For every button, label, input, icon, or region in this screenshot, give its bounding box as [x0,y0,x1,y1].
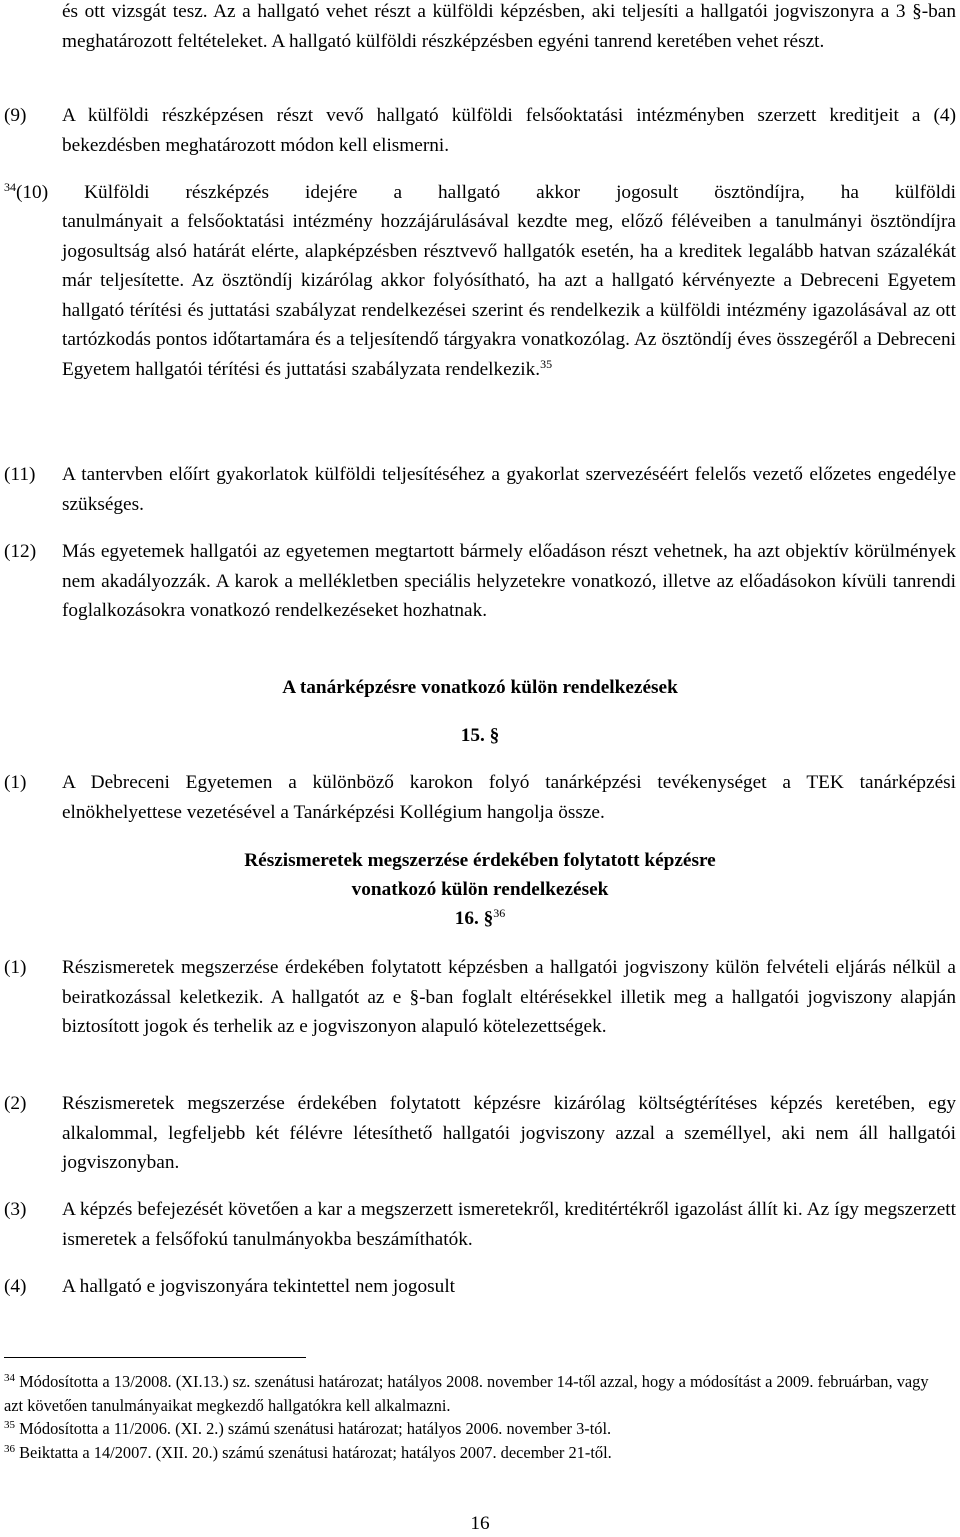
section-15-paragraph-1 [4,768,956,827]
paragraph-text: Részismeretek megszerzése érdekében folytatott képzésben a hallgatói jogviszony külön felvételi eljárás nélkül a beiratkozással keletkezik. A hallgatót az e §-ban foglalt eltérésekkel illetik meg a hallgatói jogviszony alapján biztosított jogok és terhelik az e jogviszonyon alapuló kötelezettségek. [62,957,956,1037]
section-16-paragraph-1 [4,953,956,1042]
footnote-ref-34: 34 [4,180,16,194]
section-16-paragraph-4 [4,1272,956,1302]
paragraph-text: tanulmányait a felsőoktatási intézmény hozzájárulásával kezdte meg, előző féléveiben a tanulmányi ösztöndíjra jogosultság alsó határát elérte, alapképzésben résztvevő hallgatók esetén, ha a kreditek legalább hatvan százalékát már teljesítette. Az ösztöndíj kizárólag akkor folyósítható, ha azt a hallgató kérvényezte a Debreceni Egyetem hallgató térítési és juttatási szabályzat rendelkezései szerint és rendelkezik a külföldi intézmény igazolásával az ott tartózkodás pontos időtartamára és a teljesítendő tárgyakra vonatkozólag. Az ösztöndíj éves összegéről a Debreceni Egyetem hallgatói térítési és juttatási szabályzata rendelkezik. [62,211,956,380]
paragraph-text: A képzés befejezését követően a kar a megszerzett ismeretekről, kreditértékről igazolást állít ki. Az így megszerzett ismeretek a felsőfokú tanulmányokba beszámíthatók. [62,1199,956,1250]
paragraph-10-first-line [4,178,956,208]
paragraph-number: (1) [4,957,27,978]
footnote-text: Módosította a 11/2006. (XI. 2.) számú szenátusi határozat; hatályos 2006. november 3-tól. [19,1419,612,1438]
footnote-36 [4,1441,944,1465]
paragraph-number: (1) [4,772,27,793]
page-number: 16 [470,1513,490,1534]
paragraph-number: (2) [4,1093,27,1114]
section-heading-partial-knowledge-line1: Részismeretek megszerzése érdekében folytatott képzésre [244,850,716,871]
paragraph-number: (4) [4,1276,27,1297]
paragraph-9 [4,101,956,160]
footnote-number: 36 [4,1443,15,1455]
paragraph-11 [4,460,956,519]
paragraph-text: A hallgató e jogviszonyára tekintettel nem jogosult [62,1276,456,1297]
continuation-text: és ott vizsgát tesz. Az a hallgató vehet részt a külföldi képzésben, aki teljesíti a hallgatói jogviszonyra a 3 §-ban meghatározott feltételeket. A hallgató külföldi részképzésben egyéni tanrend keretében vehet részt. [62,1,956,52]
section-16-paragraph-3 [4,1195,956,1254]
footnote-ref-35: 35 [540,356,553,371]
footnote-35 [4,1417,944,1441]
paragraph-text: A külföldi részképzésen részt vevő hallgató külföldi felsőoktatási intézményben szerzett kreditjeit a (4) bekezdésben meghatározott módon kell elismerni. [62,105,956,156]
section-16-paragraph-2 [4,1089,956,1178]
footnote-separator [4,1357,306,1358]
paragraph-number: (9) [4,105,27,126]
paragraph-text: A tantervben előírt gyakorlatok külföldi teljesítéséhez a gyakorlat szervezéséért felelős vezető előzetes engedélye szükséges. [62,464,956,515]
section-16-label: 16. [454,908,479,929]
footnote-ref-36: 36 [493,906,506,920]
section-number-15 [0,721,960,751]
paragraph-text: A Debreceni Egyetemen a különböző karokon folyó tanárképzési tevékenységet a TEK tanárképzési elnökhelyettese vezetésével a Tanárképzési Kollégium hangolja össze. [62,772,956,823]
footnote-number: 35 [4,1419,15,1431]
paragraph-12 [4,537,956,626]
paragraph-number: (11) [4,464,36,485]
section-number-16: 16. §$^{36}$ [454,906,506,929]
footnote-text: Módosította a 13/2008. (XI.13.) sz. szenátusi határozat; hatályos 2008. november 14-től azzal, hogy a módosítást a 2009. februárban, vagy azt követően tanulmányaikat megkezdő hallgatókra kell alkalmazni. [4,1372,929,1415]
footnote-number: 34 [4,1372,15,1384]
paragraph-text: Részismeretek megszerzése érdekében folytatott képzésre kizárólag költségtérítéses képzés keretében, egy alkalommal, legfeljebb két félévre létesíthető hallgatói jogviszony azzal a személlyel, aki nem áll hallgatói jogviszonyban. [62,1093,956,1173]
continuation-paragraph [62,0,956,56]
paragraph-10-lead: (10) Külföldi részképzés idejére a hallgató akkor jogosult ösztöndíjra, ha külföldi [16,182,956,203]
paragraph-text: Más egyetemek hallgatói az egyetemen megtartott bármely előadáson részt vehetnek, ha azt objektív körülmények nem akadályozzák. A karok a mellékletben speciális helyzetekre vonatkozó, illetve az előadásokon kívüli tanrendi foglalkozásokra vonatkozó rendelkezéseket hozhatnak. [62,541,956,621]
footnote-34 [4,1370,944,1417]
paragraph-number: (12) [4,541,37,562]
paragraph-number: (3) [4,1199,27,1220]
section-heading-partial-knowledge-line2: vonatkozó külön rendelkezések [351,879,609,900]
section-heading-teacher-training: A tanárképzésre vonatkozó külön rendelkezések [282,677,678,698]
footnote-text: Beiktatta a 14/2007. (XII. 20.) számú szenátusi határozat; hatályos 2007. december 21-től. [19,1443,612,1462]
paragraph-10 [62,207,956,384]
section-15-label: 15. § [460,725,500,746]
